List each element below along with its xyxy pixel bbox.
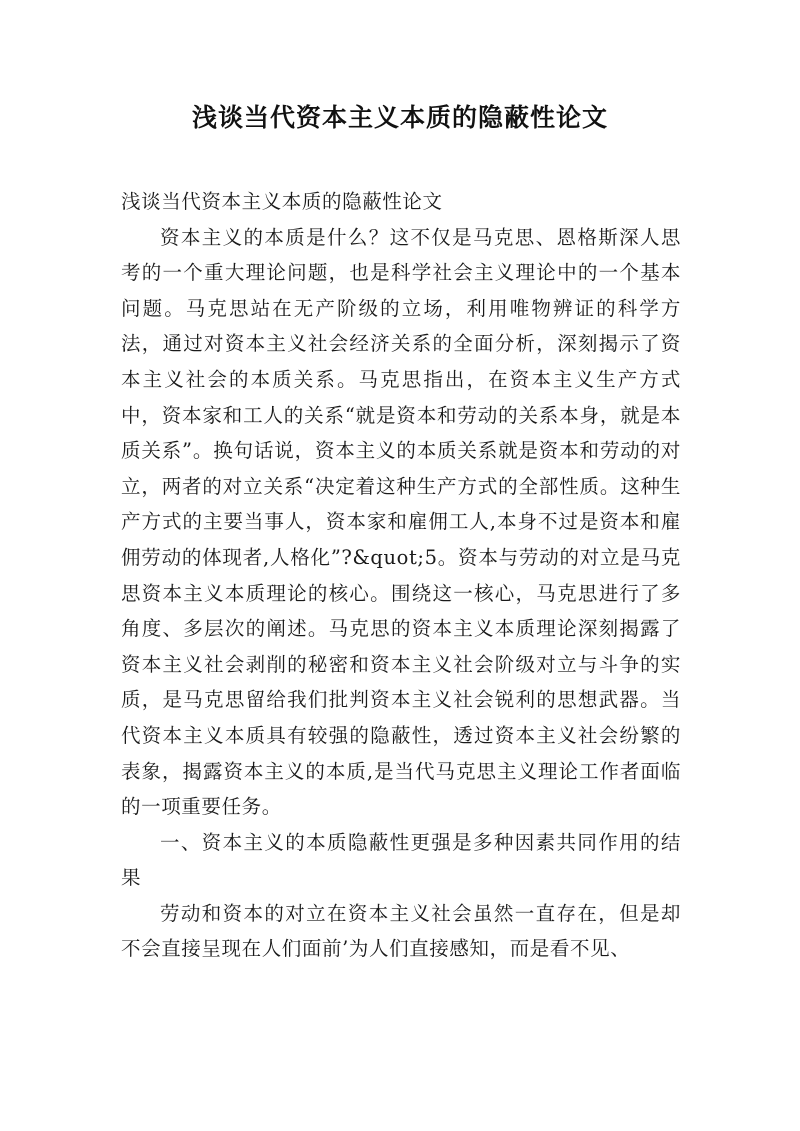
document-subtitle: 浅谈当代资本主义本质的隐蔽性论文 <box>121 190 443 213</box>
document-title: 浅谈当代资本主义本质的隐蔽性论文 <box>191 103 608 132</box>
document-body <box>121 184 681 967</box>
paragraph-section-1: 劳动和资本的对立在资本主义社会虽然一直存在，但是却不会直接呈现在人们面前’为人们直接感知，而是看不见、 <box>121 901 681 961</box>
paragraph-intro: 资本主义的本质是什么？这不仅是马克思、恩格斯深人思考的一个重大理论问题，也是科学社会主义理论中的一个基本问题。马克思站在无产阶级的立场，利用唯物辨证的科学方法，通过对资本主义社会经济关系的全面分析，深刻揭示了资本主义社会的本质关系。马克思指出，在资本主义生产方式中，资本家和工人的关系“就是资本和劳动的关系本身，就是本质关系”。换句话说，资本主义的本质关系就是资本和劳动的对立，两者的对立关系“决定着这种生产方式的全部性质。这种生产方式的主要当事人，资本家和雇佣工人,本身不过是资本和雇佣劳动的体现者,人格化”?&quot;5。资本与劳动的对立是马克思资本主义本质理论的核心。围绕这一核心，马克思进行了多角度、多层次的阐述。马克思的资本主义本质理论深刻揭露了资本主义社会剥削的秘密和资本主义社会阶级对立与斗争的实质，是马克思留给我们批判资本主义社会锐利的思想武器。当代资本主义本质具有较强的隐蔽性，透过资本主义社会纷繁的表象，揭露资本主义的本质,是当代马克思主义理论工作者面临的一项重要任务。 <box>121 225 681 819</box>
section-heading-1: 一、资本主义的本质隐蔽性更强是多种因素共同作用的结果 <box>121 830 681 890</box>
